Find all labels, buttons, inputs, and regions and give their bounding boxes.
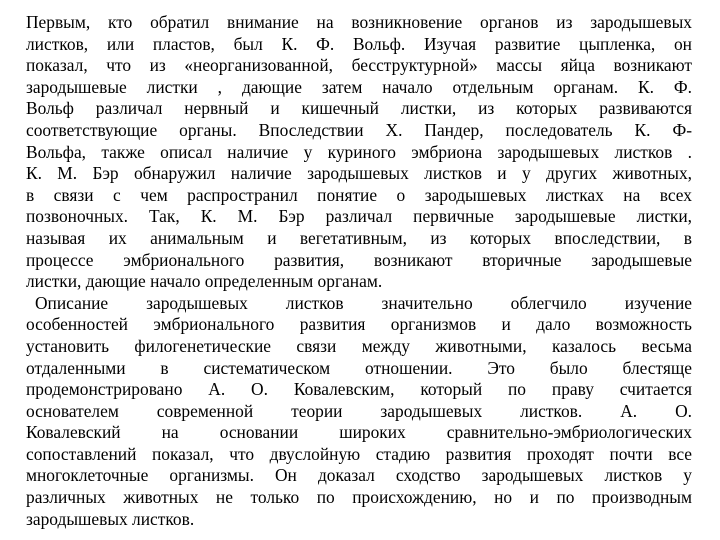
text-line: сопоставлений показал, что двуслойную стадию развития проходят почти все	[26, 443, 692, 464]
text-line: продемонстрировано А. О. Ковалевским, который по праву считается	[26, 379, 692, 400]
document-page	[26, 12, 692, 530]
text-line: в связи с чем распространил понятие о зародышевых листках на всех	[26, 184, 692, 205]
text-line: установить филогенетические связи между животными, казалось весьма	[26, 335, 692, 356]
text-line: Описание зародышевых листков значительно облегчило изучение	[35, 292, 692, 313]
text-line: листки, дающие начало определенным органам.	[26, 271, 383, 292]
text-line: Первым, кто обратил внимание на возникновение органов из зародышевых	[26, 12, 692, 32]
text-line: зародышевые листки , дающие затем начало отдельным органам. К. Ф.	[26, 76, 692, 97]
text-line: соответствующие органы. Впоследствии Х. Пандер, последователь К. Ф-	[26, 119, 692, 140]
text-line: Ковалевский на основании широких сравнительно-эмбриологических	[26, 422, 692, 443]
text-line: различных животных не только по происхождению, но и по производным	[26, 487, 692, 508]
text-line: процессе эмбрионального развития, возникают вторичные зародышевые	[26, 249, 692, 270]
text-line: многоклеточные организмы. Он доказал сходство зародышевых листков у	[26, 465, 692, 486]
text-line: К. М. Бэр обнаружил наличие зародышевых листков и у других животных,	[26, 163, 692, 184]
text-line: отдаленными в систематическом отношении. Это было блестяще	[26, 357, 692, 378]
text-line: Вольфа, также описал наличие у куриного эмбриона зародышевых листков .	[26, 141, 692, 162]
paragraph-1	[26, 12, 692, 293]
text-line: особенностей эмбрионального развития организмов и дало возможность	[26, 314, 692, 335]
paragraph-2	[26, 293, 692, 531]
text-line: позвоночных. Так, К. М. Бэр различал первичные зародышевые листки,	[26, 206, 692, 227]
text-line: показал, что из «неорганизованной, бесструктурной» массы яйца возникают	[26, 55, 692, 76]
text-line: называя их анимальным и вегетативным, из которых впоследствии, в	[26, 227, 692, 248]
text-line: листков, или пластов, был К. Ф. Вольф. Изучая развитие цыпленка, он	[26, 33, 692, 54]
text-line: основателем современной теории зародышевых листков. А. О.	[26, 400, 692, 421]
text-line: Вольф различал нервный и кишечный листки, из которых развиваются	[26, 98, 692, 119]
text-line: зародышевых листков.	[26, 508, 195, 529]
